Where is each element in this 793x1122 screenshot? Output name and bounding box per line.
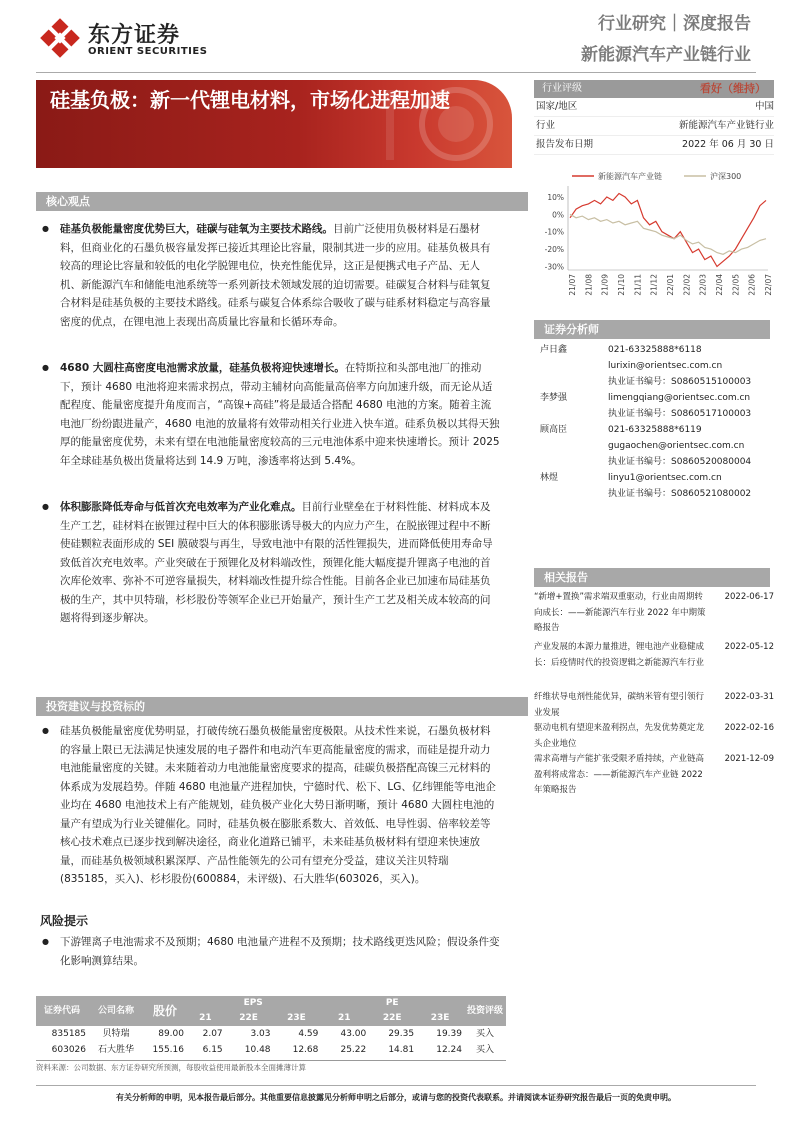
logo-mark-icon <box>38 16 82 60</box>
rating-label: 行业评级 <box>542 83 582 94</box>
col-price: 股价 <box>144 996 186 1026</box>
analyst-row: 执业证书编号：S0860515100003 <box>608 377 752 387</box>
table-row: 835185 贝特瑞 89.00 2.07 3.03 4.59 43.00 29.35 19.39 买入 <box>51 1029 494 1039</box>
analyst-row: 执业证书编号：S0860517100003 <box>608 409 752 419</box>
related-item[interactable]: 需求高增与产能扩张受限矛盾持续，产业链高盈利将成常态：——新能源汽车产业链 2022 年策略报告 2021-12-09 <box>534 754 774 795</box>
related-heading: 相关报告 <box>534 568 770 587</box>
rating-box <box>534 80 774 155</box>
analyst-row: 林煜 linyu1@orientsec.com.cn <box>540 473 722 483</box>
y-tick-label: 10% <box>547 192 564 202</box>
stock-table-wrap <box>36 996 506 1073</box>
y-tick-label: 0% <box>552 210 564 220</box>
table-source: 资料来源：公司数据、东方证券研究所预测，每股收益使用最新股本全面摊薄计算 <box>36 1060 506 1073</box>
risk-heading: 风险提示 <box>40 914 89 928</box>
x-tick-label: 21/09 <box>600 274 610 296</box>
series-line <box>570 194 766 267</box>
risk-point: ● 下游锂离子电池需求不及预期；4680 电池量产进程不及预期；技术路线更迭风险；假设条件变化影响测算结果。 <box>60 933 500 970</box>
analysts-list <box>540 342 770 502</box>
x-tick-label: 22/05 <box>731 274 741 296</box>
stock-table <box>36 996 506 1058</box>
legend-label: 新能源汽车产业链 <box>598 172 662 181</box>
analyst-row: gugaochen@orientsec.com.cn <box>608 441 745 451</box>
analyst-row: 卢日鑫 021-63325888*6118 <box>540 345 702 355</box>
analyst-row: 执业证书编号：S0860521080002 <box>608 489 752 499</box>
legend-label: 沪深300 <box>710 172 742 181</box>
info-row: 报告发布日期 2022 年 06 月 30 日 <box>534 136 774 155</box>
y-tick-label: -30% <box>544 262 564 272</box>
analyst-row: lurixin@orientsec.com.cn <box>608 361 723 371</box>
col-code: 证券代码 <box>36 996 88 1026</box>
y-tick-label: -10% <box>544 227 564 237</box>
core-point-2: ● 4680 大圆柱高密度电池需求放量，硅基负极将迎快速增长。在特斯拉和头部电池厂的推动下，预计 4680 电池将迎来需求拐点，带动主辅材向高能量高倍率方向加速升级，而无论从适配程度、能量密度提升角度而言，“高镍+高硅”将是最适合搭配 4680 电池的方案。随着主流电池厂纷纷跟进量产，4680 电池的放量将有效带动相关行业进入快车道。硅系负极以其得天独厚的能量密度优势，未来有望在电池能量密度较高的三元电池体系中迎来快速增长。预计 2025 年全球硅基负极出货量将达到 14.9 万吨，渗透率将达到 5.4%。 <box>60 359 500 470</box>
footer-divider <box>36 1085 756 1086</box>
bullet-icon: ● <box>42 224 49 233</box>
x-tick-label: 21/11 <box>633 274 643 296</box>
bullet-icon: ● <box>42 363 49 372</box>
analyst-row: 顾高臣 021-63325888*6119 <box>540 425 702 435</box>
sub-col: 22E <box>368 1011 416 1026</box>
related-item[interactable]: 产业发展的本源力量推进，锂电池产业稳健成长：后疫情时代的投资逻辑之新能源汽车行业 2022-05-12 <box>534 642 774 668</box>
sub-col: 22E <box>225 1011 273 1026</box>
y-tick-label: -20% <box>544 245 564 255</box>
analyst-row: 执业证书编号：S0860520080004 <box>608 457 752 467</box>
footer-disclaimer: 有关分析师的申明，见本报告最后部分。其他重要信息披露见分析师申明之后部分，或请与您的投资代表联系。并请阅读本证券研究报告最后一页的免责申明。 <box>116 1093 676 1102</box>
x-tick-label: 21/07 <box>568 274 577 296</box>
x-tick-label: 22/06 <box>747 274 757 296</box>
rating-header <box>534 80 774 98</box>
analyst-row: 李梦强 limengqiang@orientsec.com.cn <box>540 393 751 403</box>
x-tick-label: 21/08 <box>584 274 594 296</box>
col-name: 公司名称 <box>88 996 144 1026</box>
x-tick-label: 22/02 <box>682 274 692 296</box>
invest-body <box>42 722 500 889</box>
col-eps: EPS <box>186 996 320 1011</box>
col-pe: PE <box>320 996 464 1011</box>
invest-heading: 投资建议与投资标的 <box>36 697 528 716</box>
rating-value: 看好（维持） <box>700 82 766 95</box>
bullet-icon: ● <box>42 726 49 735</box>
industry-name: 新能源汽车产业链行业 <box>581 45 751 65</box>
info-row: 行业 新能源汽车产业链行业 <box>534 117 774 136</box>
sub-col: 21 <box>186 1011 225 1026</box>
performance-chart <box>534 166 774 306</box>
report-type: 行业研究｜深度报告 <box>598 14 751 34</box>
logo <box>38 14 218 64</box>
bullet-icon: ● <box>42 502 49 511</box>
risk-body <box>42 933 500 970</box>
related-item[interactable]: “新增+置换”需求端双重驱动，行业由周期转向成长：——新能源汽车行业 2022 年中期策略报告 2022-06-17 <box>534 592 774 633</box>
sub-col: 23E <box>416 1011 464 1026</box>
logo-text-en: ORIENT SECURITIES <box>88 46 208 57</box>
table-row: 603026 石大胜华 155.16 6.15 10.48 12.68 25.22 14.81 12.24 买入 <box>51 1045 494 1055</box>
x-tick-label: 21/10 <box>617 274 626 296</box>
x-tick-label: 21/12 <box>649 274 659 296</box>
core-point-1: ● 硅基负极能量密度优势巨大，硅碳与硅氧为主要技术路线。目前广泛使用负极材料是石墨材料，但商业化的石墨负极容量发挥已接近其理论比容量，限制其进一步的应用。硅基负极具有较高的理论比容量和较低的电化学脱锂电位，快充性能优异，这正是便携式电子产品、无人机、新能源汽车和储能电池系统等一系列新技术领域发展的迫切需要。硅碳复合材料与硅氧复合材料是硅基负极的主要技术路线。硅系与碳复合体系综合吸收了碳与硅系材料稳定与高容量密度的优点，在锂电池上表现出高质量比容量和长循环寿命。 <box>60 220 500 331</box>
logo-text-cn: 东方证券 <box>88 23 181 48</box>
info-row: 国家/地区 中国 <box>534 98 774 117</box>
sub-col: 21 <box>320 1011 368 1026</box>
core-heading: 核心观点 <box>36 192 528 211</box>
x-tick-label: 22/04 <box>715 274 724 296</box>
analysts-heading: 证券分析师 <box>534 320 770 339</box>
related-list <box>534 590 774 802</box>
related-item[interactable]: 纤维状导电剂性能优异，碳纳米管有望引领行业发展 2022-03-31 <box>534 692 774 718</box>
x-tick-label: 22/01 <box>666 274 675 296</box>
col-rating: 投资评级 <box>464 996 506 1026</box>
sub-col: 23E <box>273 1011 321 1026</box>
series-line <box>570 214 766 254</box>
invest-point: ● 硅基负极能量密度优势明显，打破传统石墨负极能量密度极限。从技术性来说，石墨负极材料的容量上限已无法满足快速发展的电子器件和电动汽车更高能量密度的需求，而硅是提升动力电池能量密度的关键。未来随着动力电池能量密度要求的提高，硅碳负极搭配高镍三元材料的体系成为发展趋势。伴随 4680 电池量产进程加快，宁德时代、松下、LG、亿纬锂能等电池企业均在 4680 电池技术上有产能规划，硅负极产业化大势日渐明晰，预计 4680 大圆柱电池的量产有望成为行业关键催化。同时，硅基负极在膨胀系数大、首效低、电导性弱、倍率较差等核心技术难点已逐步找到解决途径，商业化道路已铺平，未来硅基负极材料有望迎来快速放量，而硅基负极领域积累深厚、产品性能领先的公司有望充分受益，建议关注贝特瑞(835185，买入)、杉杉股份(600884，未评级)、石大胜华(603026，买入)。 <box>60 722 500 889</box>
core-body <box>42 220 500 628</box>
report-header <box>581 12 751 68</box>
core-point-3: ● 体积膨胀降低寿命与低首次充电效率为产业化难点。目前行业壁垒在于材料性能、材料成本及生产工艺，硅材料在嵌锂过程中巨大的体积膨胀诱导极大的内应力产生，在脱嵌锂过程中不断使硅颗粒表面形成的 SEI 膜破裂与再生，导致电池中有限的活性锂损失，进而降低使用寿命导致低首次充电效率。产业突破在于预锂化及材料端改性，预锂化能大幅度提升锂离子电池的首次库伦效率、弥补不可逆容量损失，材料端改性提升综合性能。目前各企业已加速布局硅基负极的生产，其中贝特瑞，杉杉股份等领军企业已开始量产，预计生产工艺及相关成本较高的问题将得到逐步解决。 <box>60 498 500 628</box>
x-tick-label: 22/07 <box>764 274 773 296</box>
header-divider <box>36 72 756 73</box>
title-banner <box>36 80 512 168</box>
bullet-icon: ● <box>42 937 49 946</box>
related-item[interactable]: 驱动电机有望迎来盈利拐点，先发优势奠定龙头企业地位 2022-02-16 <box>534 723 774 749</box>
x-tick-label: 22/03 <box>698 274 708 296</box>
page-title: 硅基负极：新一代锂电材料，市场化进程加速 <box>50 88 450 112</box>
